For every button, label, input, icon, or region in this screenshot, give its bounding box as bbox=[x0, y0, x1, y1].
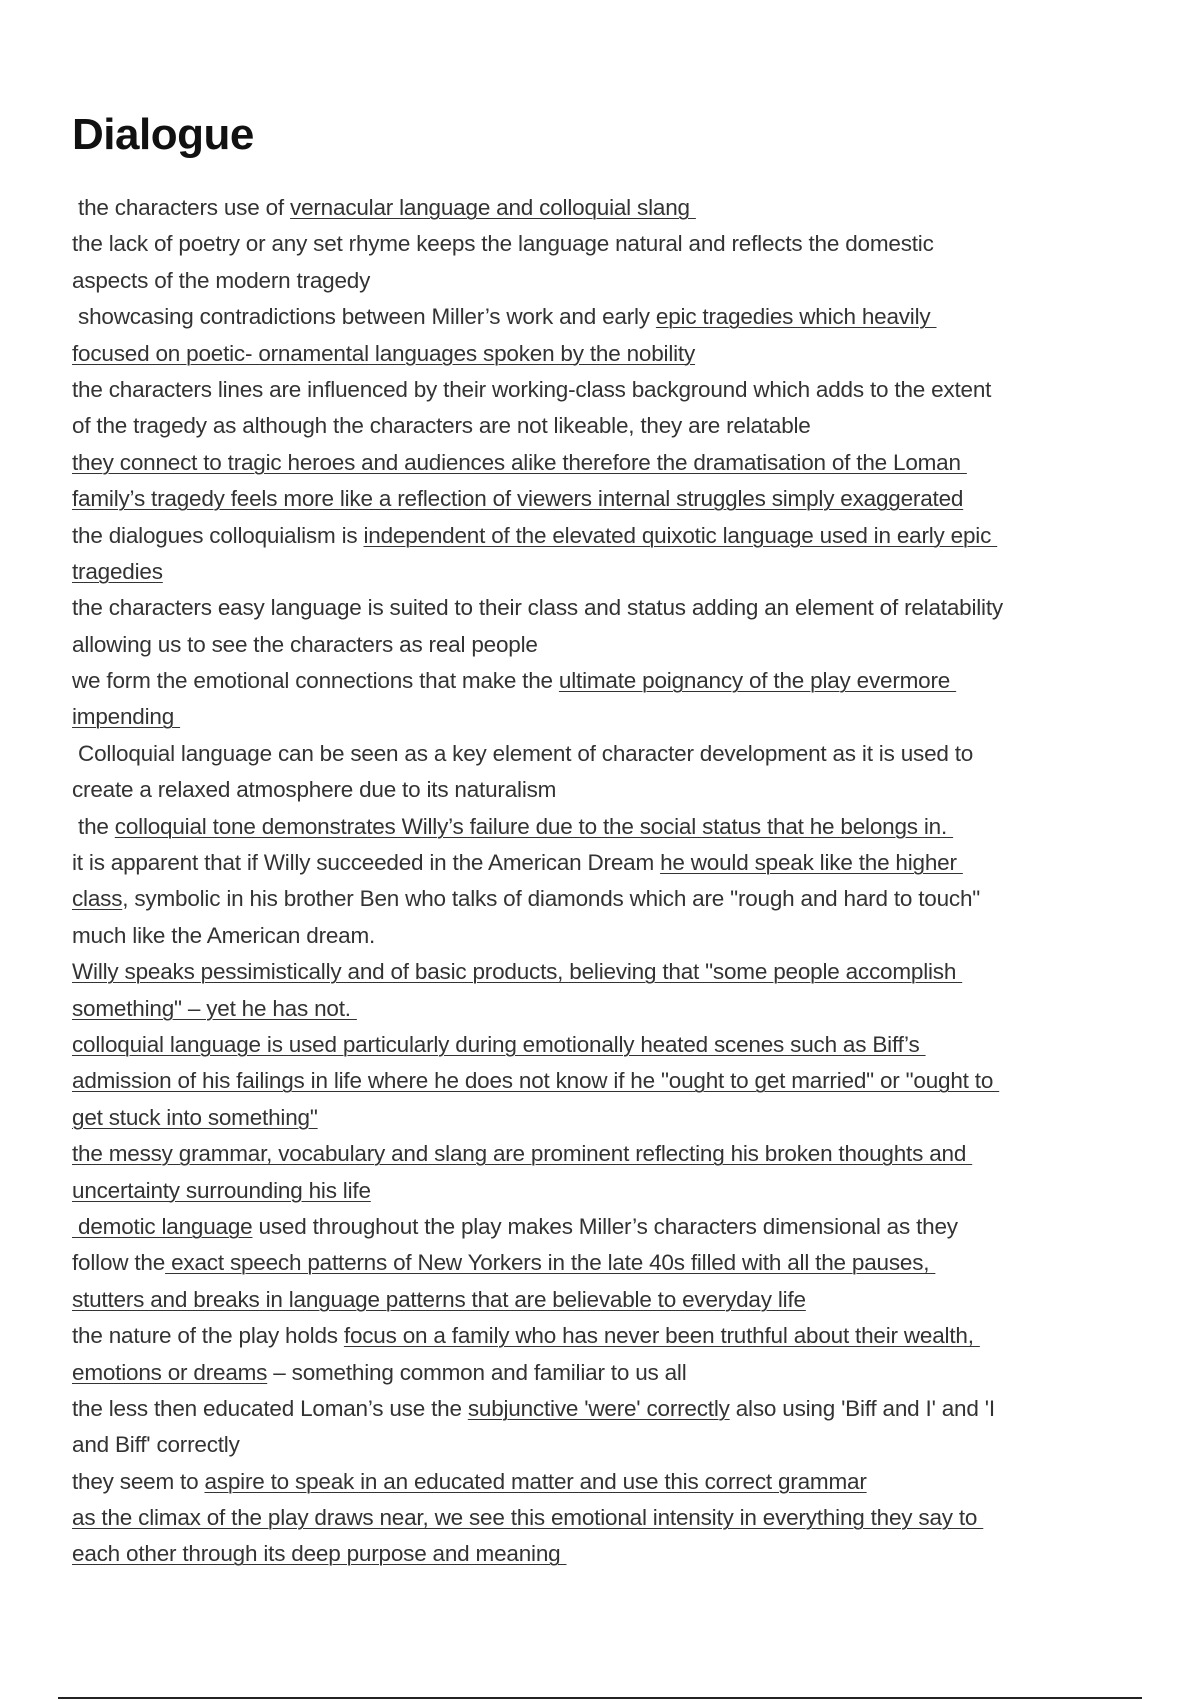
text-line bbox=[72, 518, 1132, 554]
underlined-text: they connect to tragic heroes and audiences alike therefore the dramatisation of the Loman bbox=[72, 449, 967, 475]
text-line bbox=[72, 445, 1132, 481]
text-line bbox=[72, 736, 1132, 772]
underlined-text: epic tragedies which heavily bbox=[655, 304, 937, 330]
text-line bbox=[72, 1427, 1132, 1463]
text-line bbox=[72, 627, 1132, 663]
underlined-text: class bbox=[72, 886, 123, 912]
text-line bbox=[72, 881, 1132, 917]
underlined-text: Willy speaks pessimistically and of basic products, believing that "some people accomplish bbox=[72, 959, 963, 985]
text-segment: – something common and familiar to us all bbox=[267, 1359, 687, 1385]
text-line bbox=[72, 845, 1132, 881]
underlined-text: aspire to speak in an educated matter and use this correct grammar bbox=[204, 1468, 867, 1494]
text-line bbox=[72, 918, 1132, 954]
underlined-text: vernacular language and colloquial slang bbox=[290, 195, 696, 220]
text-segment: used throughout the play makes Miller’s characters dimensional as they bbox=[252, 1213, 958, 1239]
text-segment: allowing us to see the characters as real people bbox=[72, 631, 538, 657]
text-line bbox=[72, 1536, 1132, 1572]
text-segment: Colloquial language can be seen as a key element of character development as it is used to bbox=[72, 740, 974, 766]
text-line bbox=[72, 699, 1132, 735]
underlined-text: he would speak like the higher bbox=[660, 850, 963, 876]
text-line bbox=[72, 1245, 1132, 1281]
text-segment: the nature of the play holds bbox=[72, 1323, 344, 1349]
text-line bbox=[72, 336, 1132, 372]
text-line bbox=[72, 263, 1132, 299]
text-line bbox=[72, 1209, 1132, 1245]
underlined-text: focused on poetic- ornamental languages spoken by the nobility bbox=[72, 340, 696, 366]
text-segment: of the tragedy as although the characters are not likeable, they are relatable bbox=[72, 413, 811, 439]
underlined-text: demotic language bbox=[72, 1213, 253, 1239]
text-line bbox=[72, 954, 1132, 990]
text-segment: showcasing contradictions between Miller’s work and early bbox=[72, 304, 656, 330]
underlined-text: stutters and breaks in language patterns that are believable to everyday life bbox=[72, 1286, 806, 1312]
text-segment: the characters use of bbox=[72, 195, 291, 220]
text-line bbox=[72, 1391, 1132, 1427]
underlined-text: independent of the elevated quixotic language used in early epic bbox=[363, 522, 998, 548]
underlined-text: colloquial language is used particularly during emotionally heated scenes such as Biff’s bbox=[72, 1031, 926, 1057]
text-line bbox=[72, 590, 1132, 626]
body-text bbox=[72, 190, 1132, 1573]
text-line bbox=[72, 1282, 1132, 1318]
text-line bbox=[72, 372, 1132, 408]
text-line bbox=[72, 772, 1132, 808]
text-line bbox=[72, 299, 1132, 335]
text-segment: the bbox=[72, 813, 115, 839]
text-line bbox=[72, 1136, 1132, 1172]
text-line bbox=[72, 226, 1132, 262]
underlined-text: as the climax of the play draws near, we see this emotional intensity in everything they say to bbox=[72, 1505, 984, 1531]
text-segment: the dialogues colloquialism is bbox=[72, 522, 364, 548]
underlined-text: each other through its deep purpose and meaning bbox=[72, 1541, 567, 1567]
document-page bbox=[72, 110, 1132, 1573]
text-line bbox=[72, 1500, 1132, 1536]
text-segment: the characters lines are influenced by their working-class background which adds to the extent bbox=[72, 376, 992, 402]
text-line bbox=[72, 1063, 1132, 1099]
text-line bbox=[72, 190, 1132, 226]
underlined-text: emotions or dreams bbox=[72, 1359, 268, 1385]
text-segment: they seem to bbox=[72, 1468, 205, 1494]
text-segment: much like the American dream. bbox=[72, 922, 376, 948]
underlined-text: focus on a family who has never been truthful about their wealth, bbox=[343, 1323, 980, 1349]
underlined-text: uncertainty surrounding his life bbox=[72, 1177, 371, 1203]
text-line bbox=[72, 991, 1132, 1027]
underlined-text: exact speech patterns of New Yorkers in the late 40s filled with all the pauses, bbox=[165, 1250, 936, 1276]
text-segment: follow the bbox=[72, 1250, 166, 1276]
underlined-text: the messy grammar, vocabulary and slang are prominent reflecting his broken thoughts and bbox=[72, 1141, 973, 1167]
text-line bbox=[72, 663, 1132, 699]
underlined-text: colloquial tone demonstrates Willy’s failure due to the social status that he belongs in. bbox=[114, 813, 954, 839]
underlined-text: impending bbox=[72, 704, 181, 730]
underlined-text: ultimate poignancy of the play evermore bbox=[558, 668, 957, 694]
text-line bbox=[72, 554, 1132, 590]
text-line bbox=[72, 809, 1132, 845]
text-segment: the less then educated Loman’s use the bbox=[72, 1395, 468, 1421]
text-segment: we form the emotional connections that make the bbox=[72, 668, 559, 694]
footer-divider bbox=[58, 1697, 1142, 1699]
underlined-text: family’s tragedy feels more like a reflection of viewers internal struggles simply exaggerated bbox=[72, 486, 964, 512]
text-segment: it is apparent that if Willy succeeded in the American Dream bbox=[72, 850, 661, 876]
underlined-text: something" – yet he has not. bbox=[72, 995, 357, 1021]
text-segment: also using 'Biff and I' and 'I bbox=[729, 1395, 995, 1421]
text-line bbox=[72, 481, 1132, 517]
underlined-text: tragedies bbox=[72, 558, 163, 584]
text-segment: create a relaxed atmosphere due to its naturalism bbox=[72, 777, 557, 803]
text-line bbox=[72, 1173, 1132, 1209]
text-line bbox=[72, 408, 1132, 444]
text-line bbox=[72, 1100, 1132, 1136]
page-title: Dialogue bbox=[72, 110, 254, 159]
text-line bbox=[72, 1464, 1132, 1500]
text-segment: , symbolic in his brother Ben who talks of diamonds which are "rough and hard to touch" bbox=[122, 886, 981, 912]
text-segment: the characters easy language is suited to their class and status adding an element of relatability bbox=[72, 595, 1003, 621]
text-line bbox=[72, 1027, 1132, 1063]
text-segment: aspects of the modern tragedy bbox=[72, 267, 371, 293]
underlined-text: get stuck into something" bbox=[72, 1104, 318, 1130]
underlined-text: subjunctive 'were' correctly bbox=[467, 1395, 730, 1421]
text-line bbox=[72, 1355, 1132, 1391]
text-segment: and Biff' correctly bbox=[72, 1432, 240, 1458]
text-segment: the lack of poetry or any set rhyme keeps the language natural and reflects the domestic bbox=[72, 231, 934, 257]
underlined-text: admission of his failings in life where he does not know if he "ought to get married" or "ought to bbox=[72, 1068, 1000, 1094]
text-line bbox=[72, 1318, 1132, 1354]
